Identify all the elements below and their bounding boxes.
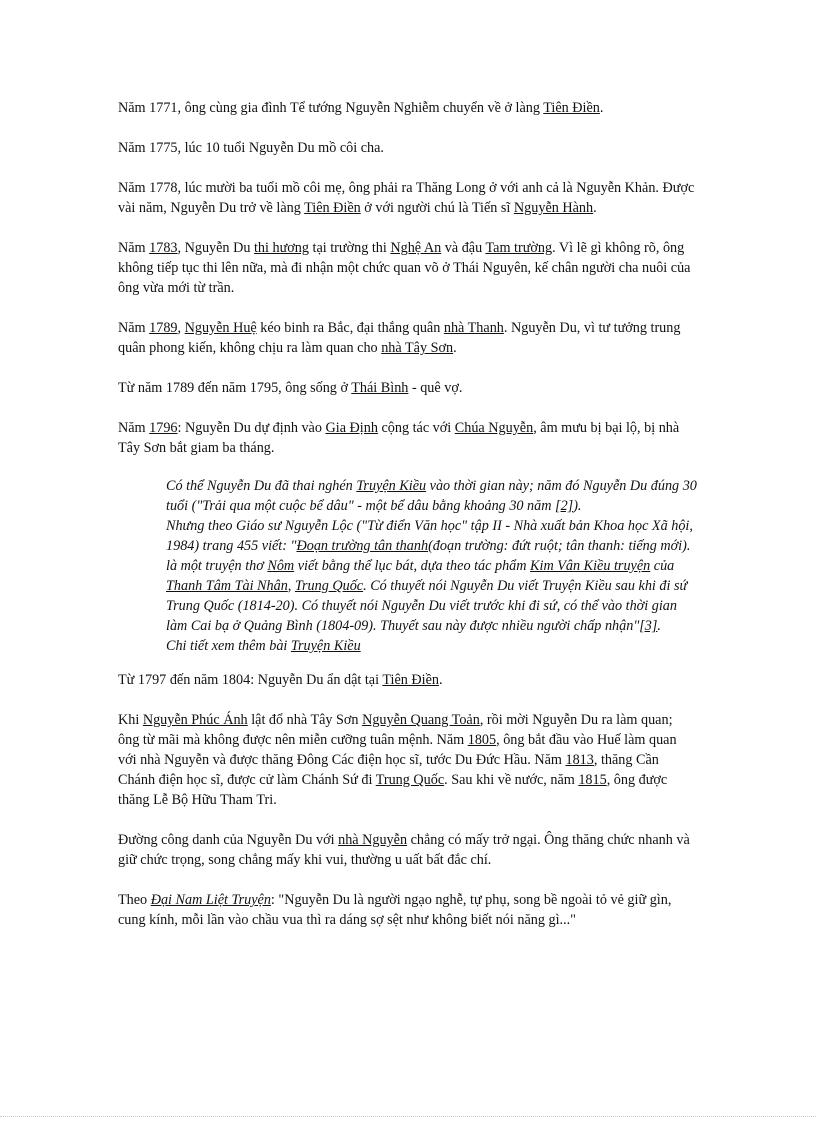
link-thi-huong[interactable]: thi hương	[253, 240, 309, 256]
footnote-3[interactable]: [3]	[639, 618, 658, 634]
paragraph-1775: Năm 1775, lúc 10 tuổi Nguyễn Du mồ côi cha.	[118, 140, 384, 156]
paragraph-1797-1804: Từ 1797 đến năm 1804: Nguyễn Du ẩn dật tại Tiên Điền.	[118, 672, 443, 688]
link-nguyen-hue[interactable]: Nguyễn Huệ	[184, 320, 257, 336]
paragraph-cong-danh: Đường công danh của Nguyễn Du với nhà Nguyễn chẳng có mấy trở ngại. Ông thăng chức nhanh và giữ chức trọng, song chẳng mấy khi vui, thường u uất bất đắc chí.	[118, 832, 690, 868]
quote-line-2: Nhưng theo Giáo sư Nguyễn Lộc ("Từ điển Văn học" tập II - Nhà xuất bản Khoa học Xã hội, 1984) trang 455 viết: "Đoạn trường tân thanh(đoạn trường: đứt ruột; tân thanh: tiếng mới). là một truyện thơ Nôm viết bằng thể lục bát, dựa theo tác phẩm Kim Vân Kiều truyện của Thanh Tâm Tài Nhân, Trung Quốc. Có thuyết nói Nguyễn Du viết Truyện Kiều sau khi đi sứ Trung Quốc (1814-20). Có thuyết nói Nguyễn Du viết trước khi đi sứ, có thể vào thời gian làm Cai bạ ở Quảng Bình (1804-09). Thuyết sau này được nhiều người chấp nhận"[3].	[166, 518, 693, 634]
link-nguyen-hanh[interactable]: Nguyễn Hành	[513, 200, 594, 216]
paragraph-1789-1795: Từ năm 1789 đến năm 1795, ông sống ở Thái Bình - quê vợ.	[118, 380, 463, 396]
paragraph-1771: Năm 1771, ông cùng gia đình Tể tướng Nguyễn Nghiễm chuyển về ở làng Tiên Điền.	[118, 100, 604, 116]
paragraph-nguyen-phuc-anh: Khi Nguyễn Phúc Ánh lật đổ nhà Tây Sơn Nguyễn Quang Toản, rồi mời Nguyễn Du ra làm quan; ông từ mãi mà không được nên miễn cưỡng tuân mệnh. Năm 1805, ông bắt đầu vào Huế làm quan với nhà Nguyễn và được thăng Đông Các điện học sĩ, tước Du Đức Hầu. Năm 1813, thăng Cần Chánh điện học sĩ, được cử làm Chánh Sứ đi Trung Quốc. Sau khi về nước, năm 1815, ông được thăng Lễ Bộ Hữu Tham Tri.	[118, 712, 677, 808]
link-nha-thanh[interactable]: nhà Thanh	[443, 320, 504, 336]
paragraph-1783: Năm 1783, Nguyễn Du thi hương tại trường thi Nghệ An và đậu Tam trường. Vì lẽ gì không rõ, ông không tiếp tục thi lên nữa, mà đi nhận một chức quan võ ở Thái Nguyên, kế chân người cha nuôi của ông vừa mới từ trần.	[118, 240, 691, 296]
link-1796[interactable]: 1796	[149, 420, 178, 436]
document-body	[118, 98, 696, 950]
link-doan-truong-tan-thanh[interactable]: Đoạn trường tân thanh	[296, 538, 429, 554]
link-truyen-kieu[interactable]: Truyện Kiều	[356, 478, 427, 494]
link-tien-dien[interactable]: Tiên Điền	[543, 100, 600, 116]
link-1805[interactable]: 1805	[467, 732, 497, 748]
link-gia-dinh[interactable]: Gia Định	[325, 420, 378, 436]
link-1789[interactable]: 1789	[149, 320, 178, 336]
link-truyen-kieu-article[interactable]: Truyện Kiều	[290, 638, 361, 654]
link-1815[interactable]: 1815	[578, 772, 607, 788]
paragraph-1778: Năm 1778, lúc mười ba tuổi mồ côi mẹ, ông phải ra Thăng Long ở với anh cả là Nguyễn Khản. Được vài năm, Nguyễn Du trở về làng Tiên Điền ở với người chú là Tiến sĩ Nguyễn Hành.	[118, 180, 695, 216]
link-nom[interactable]: Nôm	[267, 558, 295, 574]
link-tien-dien[interactable]: Tiên Điền	[304, 200, 361, 216]
link-nha-nguyen[interactable]: nhà Nguyễn	[338, 832, 408, 848]
link-nha-tay-son[interactable]: nhà Tây Sơn	[381, 340, 454, 356]
footnote-2[interactable]: [2]	[555, 498, 574, 514]
link-1783[interactable]: 1783	[149, 240, 178, 256]
link-1813[interactable]: 1813	[565, 752, 594, 768]
page-bottom-border	[0, 1116, 816, 1118]
quote-line-1: Có thể Nguyễn Du đã thai nghén Truyện Kiều vào thời gian này; năm đó Nguyễn Du đúng 30 tuổi ("Trải qua một cuộc bể dâu" - một bể dâu bằng khoảng 30 năm [2]).	[166, 478, 697, 514]
link-chua-nguyen[interactable]: Chúa Nguyễn	[454, 420, 534, 436]
link-thanh-tam-tai-nhan[interactable]: Thanh Tâm Tài Nhân	[166, 578, 288, 594]
link-dai-nam-liet-truyen[interactable]: Đại Nam Liệt Truyện	[150, 892, 271, 908]
link-nghe-an[interactable]: Nghệ An	[390, 240, 442, 256]
link-tam-truong[interactable]: Tam trường	[485, 240, 553, 256]
link-nguyen-phuc-anh[interactable]: Nguyễn Phúc Ánh	[142, 712, 248, 728]
link-kim-van-kieu-truyen[interactable]: Kim Vân Kiều truyện	[530, 558, 651, 574]
italic-quote-block	[166, 476, 698, 656]
paragraph-1796: Năm 1796: Nguyễn Du dự định vào Gia Định cộng tác với Chúa Nguyễn, âm mưu bị bại lộ, bị nhà Tây Sơn bắt giam ba tháng.	[118, 420, 680, 456]
paragraph-1789: Năm 1789, Nguyễn Huệ kéo binh ra Bắc, đại thắng quân nhà Thanh. Nguyễn Du, vì tư tưởng trung quân phong kiến, không chịu ra làm quan cho nhà Tây Sơn.	[118, 320, 681, 356]
link-thai-binh[interactable]: Thái Bình	[351, 380, 409, 396]
link-trung-quoc[interactable]: Trung Quốc	[375, 772, 445, 788]
quote-line-3: Chi tiết xem thêm bài Truyện Kiều	[166, 638, 361, 654]
link-tien-dien[interactable]: Tiên Điền	[382, 672, 439, 688]
link-nguyen-quang-toan[interactable]: Nguyễn Quang Toản	[362, 712, 480, 728]
paragraph-dai-nam-liet-truyen: Theo Đại Nam Liệt Truyện: "Nguyễn Du là người ngạo nghễ, tự phụ, song bề ngoài tỏ vẻ giữ gìn, cung kính, mỗi lần vào chầu vua thì ra dáng sợ sệt như không biết nói năng gì..."	[118, 892, 672, 928]
link-trung-quoc[interactable]: Trung Quốc	[294, 578, 364, 594]
